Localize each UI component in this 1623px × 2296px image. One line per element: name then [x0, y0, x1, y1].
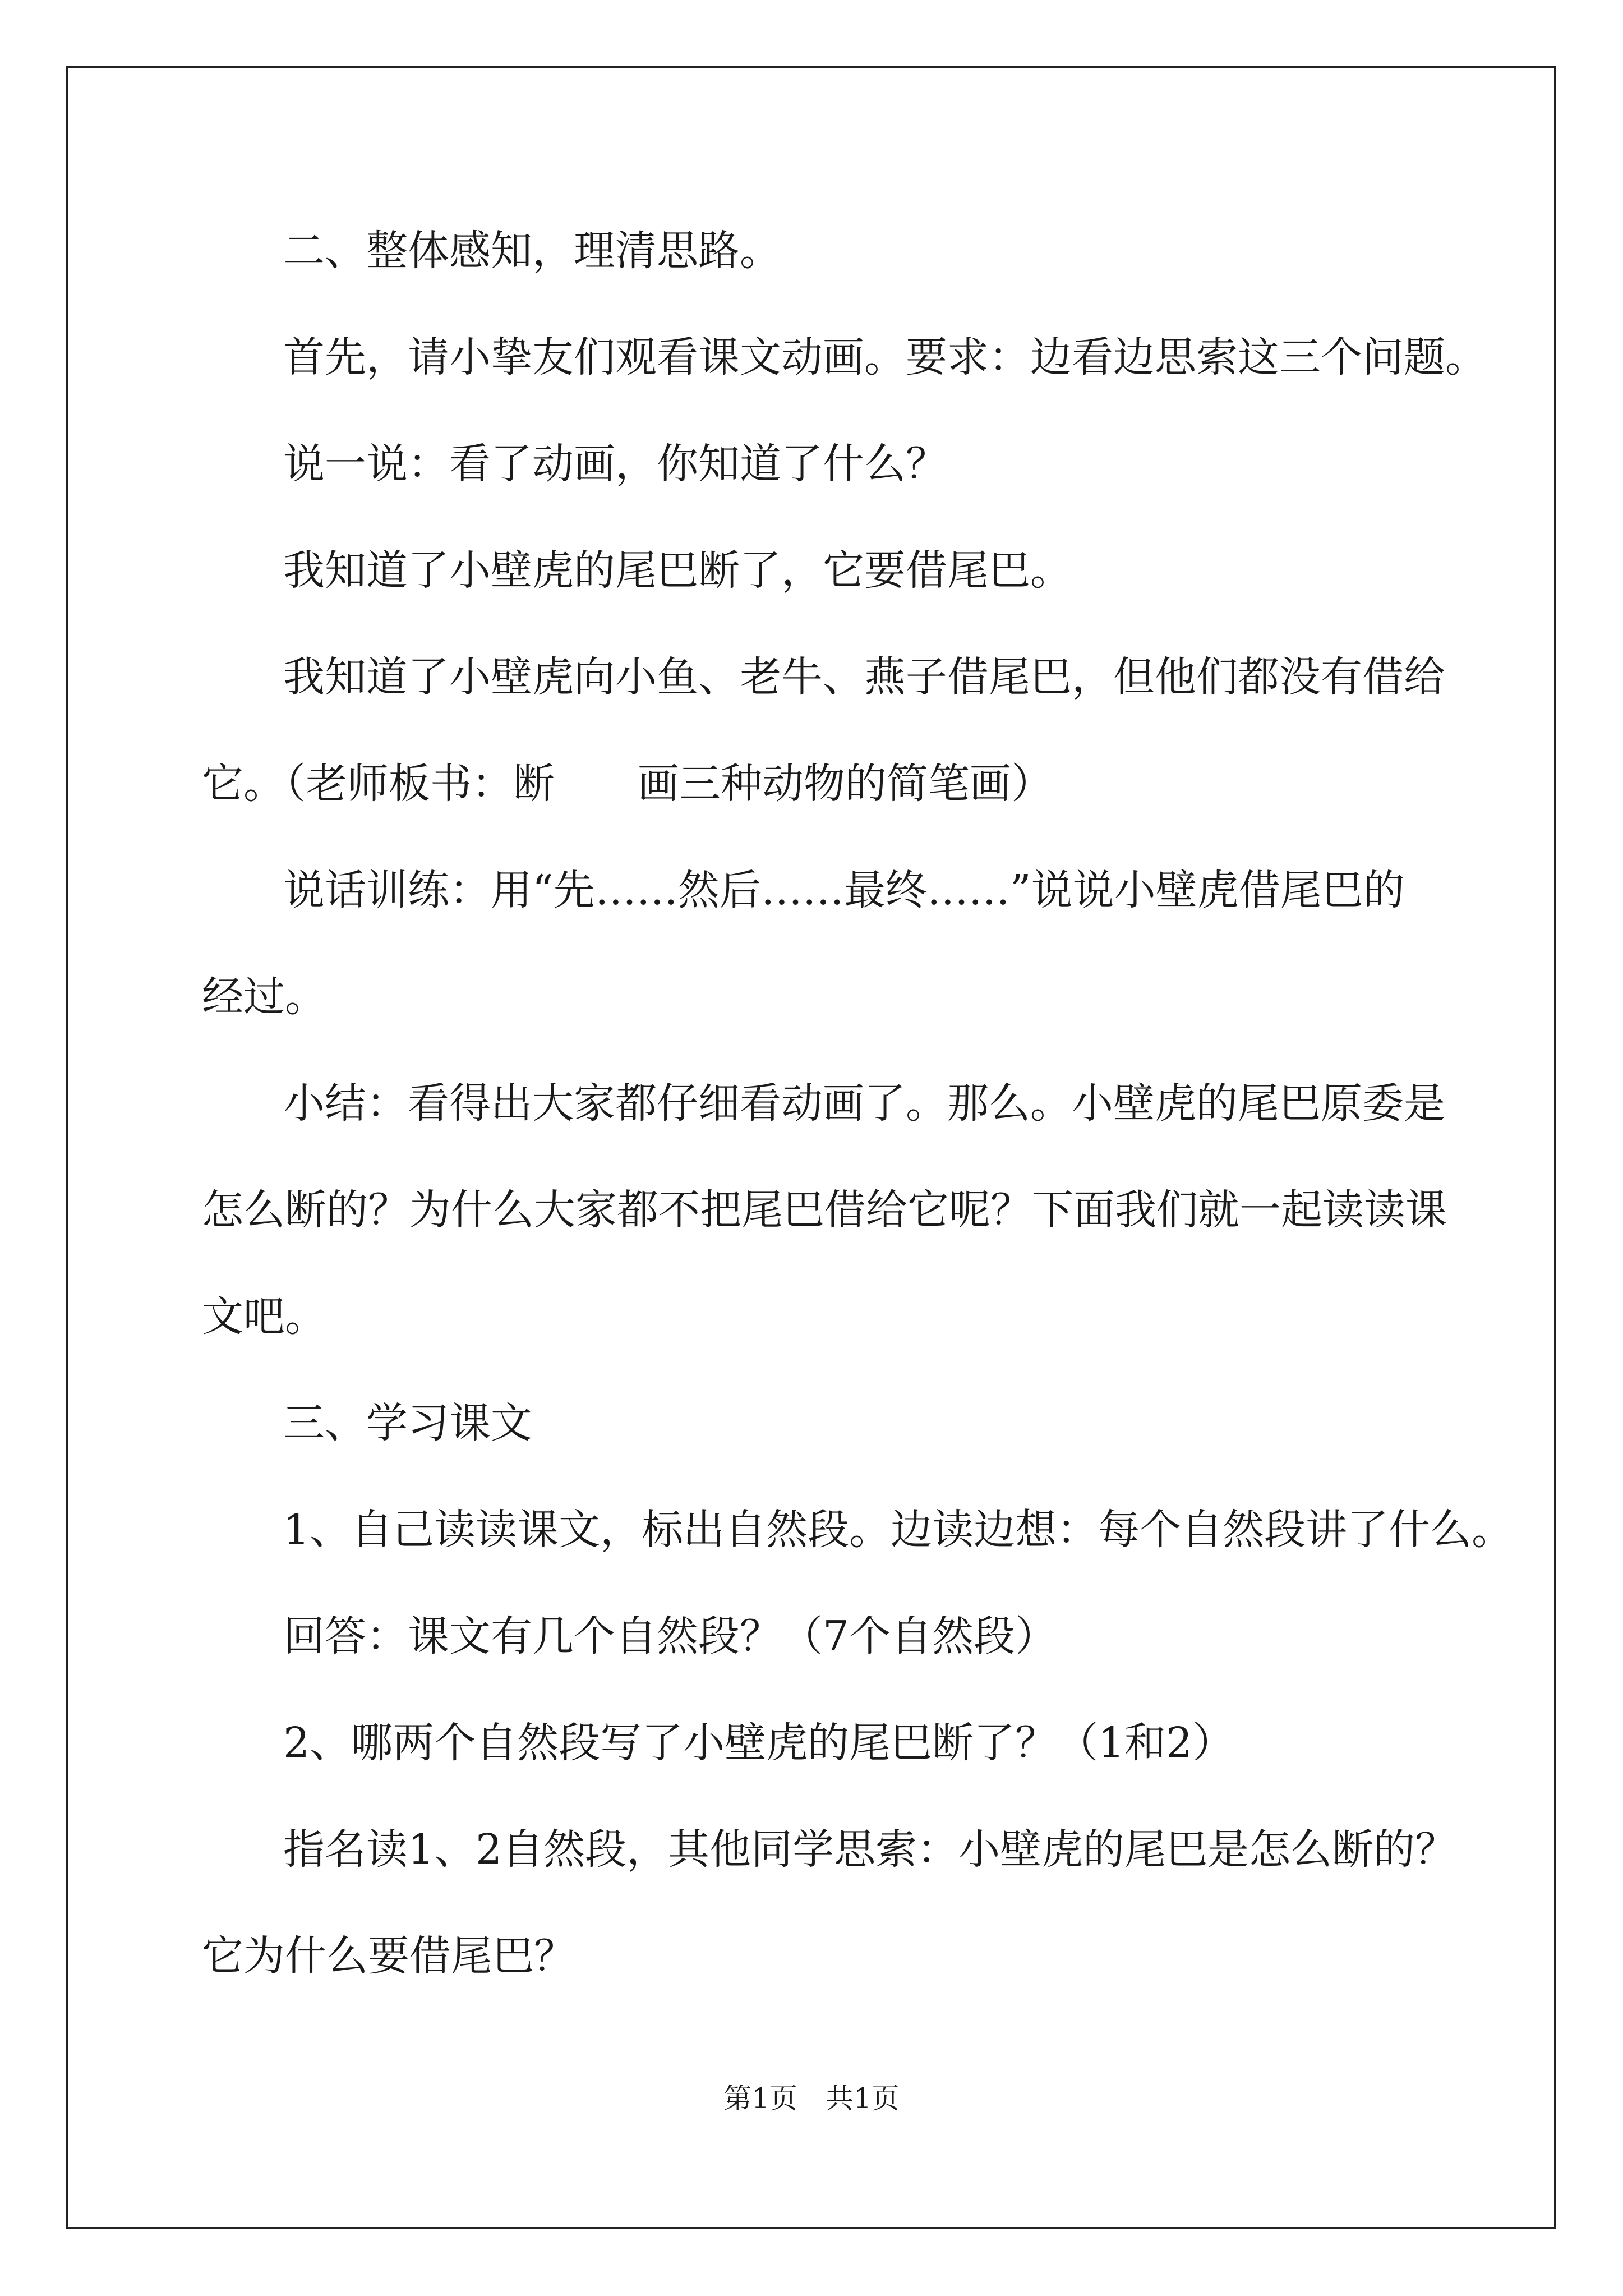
paragraph-line: 说话训练：用“先……然后……最终……”说说小壁虎借尾巴的 [283, 866, 1405, 914]
paragraph-line: 说一说：看了动画，你知道了什么？ [283, 440, 947, 488]
paragraph-line: 我知道了小壁虎的尾巴断了，它要借尾巴。 [283, 546, 1072, 595]
heading-study-text: 三、学习课文 [283, 1399, 532, 1447]
paragraph-line: 小结：看得出大家都仔细看动画了。那么。小壁虎的尾巴原委是 [283, 1079, 1445, 1128]
paragraph-line: 它。（老师板书：断 画三种动物的简笔画） [202, 760, 1053, 808]
heading-overview: 二、整体感知，理清思路。 [283, 227, 781, 275]
page-footer: 第1页 共1页 [723, 2082, 900, 2115]
paragraph-line: 我知道了小壁虎向小鱼、老牛、燕子借尾巴，但他们都没有借给 [283, 653, 1445, 701]
paragraph-line: 它为什么要借尾巴？ [202, 1932, 575, 1980]
page-border [66, 66, 1556, 2229]
paragraph-line: 1、自己读读课文，标出自然段。边读边想：每个自然段讲了什么。 [283, 1506, 1514, 1554]
paragraph-line: 2、哪两个自然段写了小壁虎的尾巴断了？（1和2） [283, 1719, 1234, 1767]
paragraph-line: 指名读1、2自然段，其他同学思索：小壁虎的尾巴是怎么断的？ [283, 1825, 1457, 1874]
paragraph-line: 回答：课文有几个自然段？（7个自然段） [283, 1612, 1057, 1660]
paragraph-line: 经过。 [202, 973, 326, 1021]
paragraph-line: 怎么断的？为什么大家都不把尾巴借给它呢？下面我们就一起读读课 [202, 1186, 1447, 1234]
paragraph-line: 文吧。 [202, 1292, 326, 1341]
paragraph-line: 首先，请小挚友们观看课文动画。要求：边看边思索这三个问题。 [283, 333, 1487, 381]
